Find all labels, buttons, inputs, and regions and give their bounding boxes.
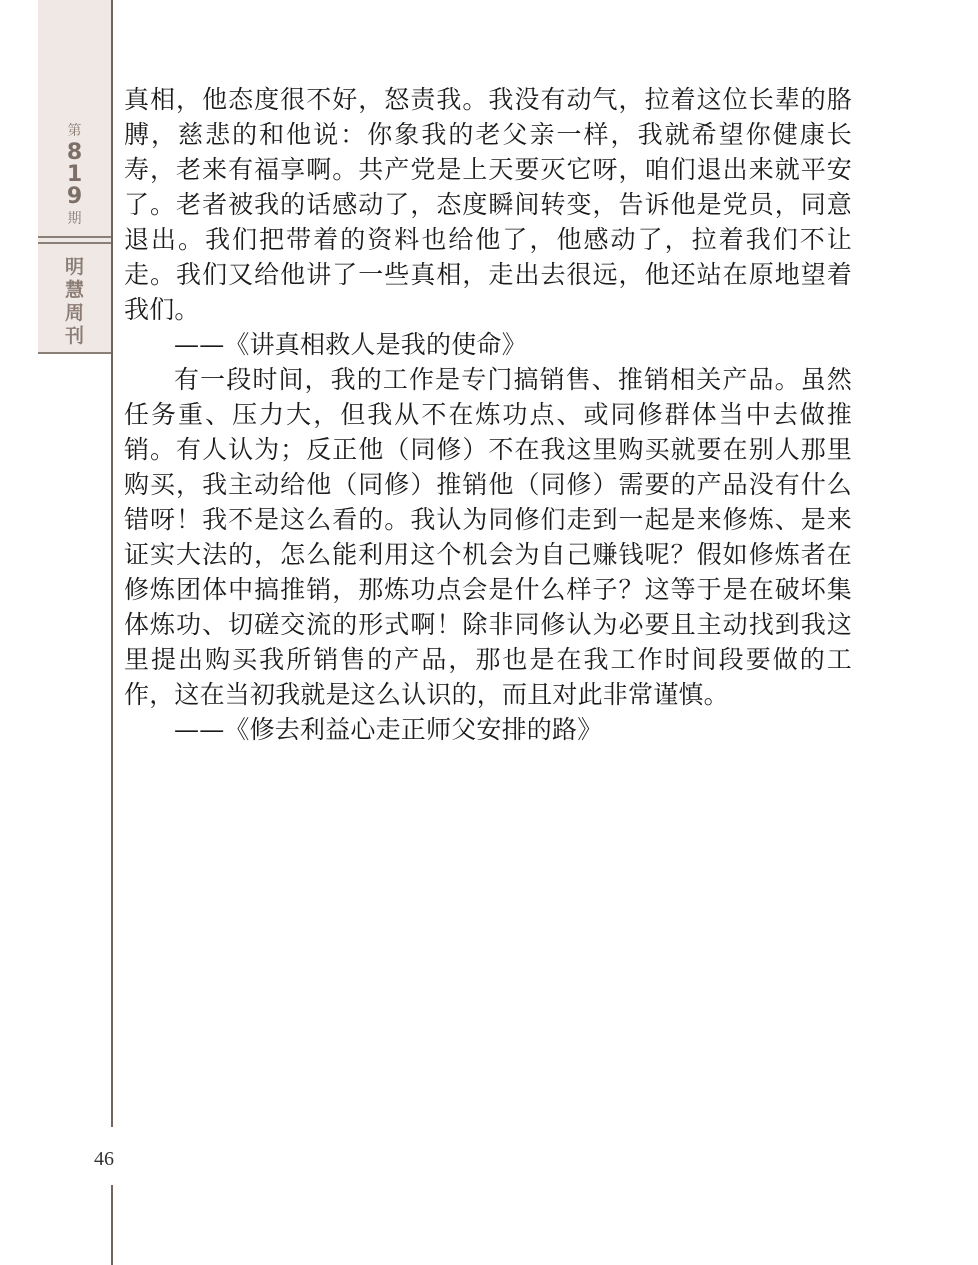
margin-rule — [111, 1185, 113, 1265]
issue-number: 819 — [66, 140, 83, 209]
article-paragraph: 真相，他态度很不好，怒责我。我没有动气，拉着这位长辈的胳膊，慈悲的和他说：你象我的老父亲一样，我就希望你健康长寿，老来有福享啊。共产党是上天要灭它呀，咱们退出来就平安了。老者被我的话感动了，态度瞬间转变，告诉他是党员，同意退出。我们把带着的资料也给他了，他感动了，拉着我们不让走。我们又给他讲了一些真相，走出去很远，他还站在原地望着我们。 — [124, 85, 852, 324]
sidebar-divider — [38, 236, 111, 238]
issue-label — [38, 122, 111, 228]
journal-name-block — [38, 256, 111, 348]
article-paragraph: 有一段时间，我的工作是专门搞销售、推销相关产品。虽然任务重、压力大，但我从不在炼功点、或同修群体当中去做推销。有人认为；反正他（同修）不在我这里购买就要在别人那里购买，我主动给他（同修）推销他（同修）需要的产品没有什么错呀！我不是这么看的。我认为同修们走到一起是来修炼、是来证实大法的，怎么能利用这个机会为自己赚钱呢？假如修炼者在修炼团体中搞推销，那炼功点会是什么样子？这等于是在破坏集体炼功、切磋交流的形式啊！除非同修认为必要且主动找到我这里提出购买我所销售的产品，那也是在我工作时间段要做的工作，这在当初我就是这么认识的，而且对此非常谨慎。 — [124, 365, 852, 709]
issue-prefix: 第 — [67, 123, 82, 139]
sidebar-divider — [38, 352, 111, 354]
sidebar-divider — [38, 242, 111, 244]
margin-rule — [111, 0, 113, 1127]
page-number: 46 — [94, 1148, 114, 1170]
article-source: ——《修去利益心走正师父安排的路》 — [174, 715, 603, 744]
issue-suffix: 期 — [67, 211, 82, 227]
article-source: ——《讲真相救人是我的使命》 — [174, 330, 527, 359]
journal-name: 明慧周刊 — [64, 256, 84, 347]
article-body — [124, 82, 852, 747]
